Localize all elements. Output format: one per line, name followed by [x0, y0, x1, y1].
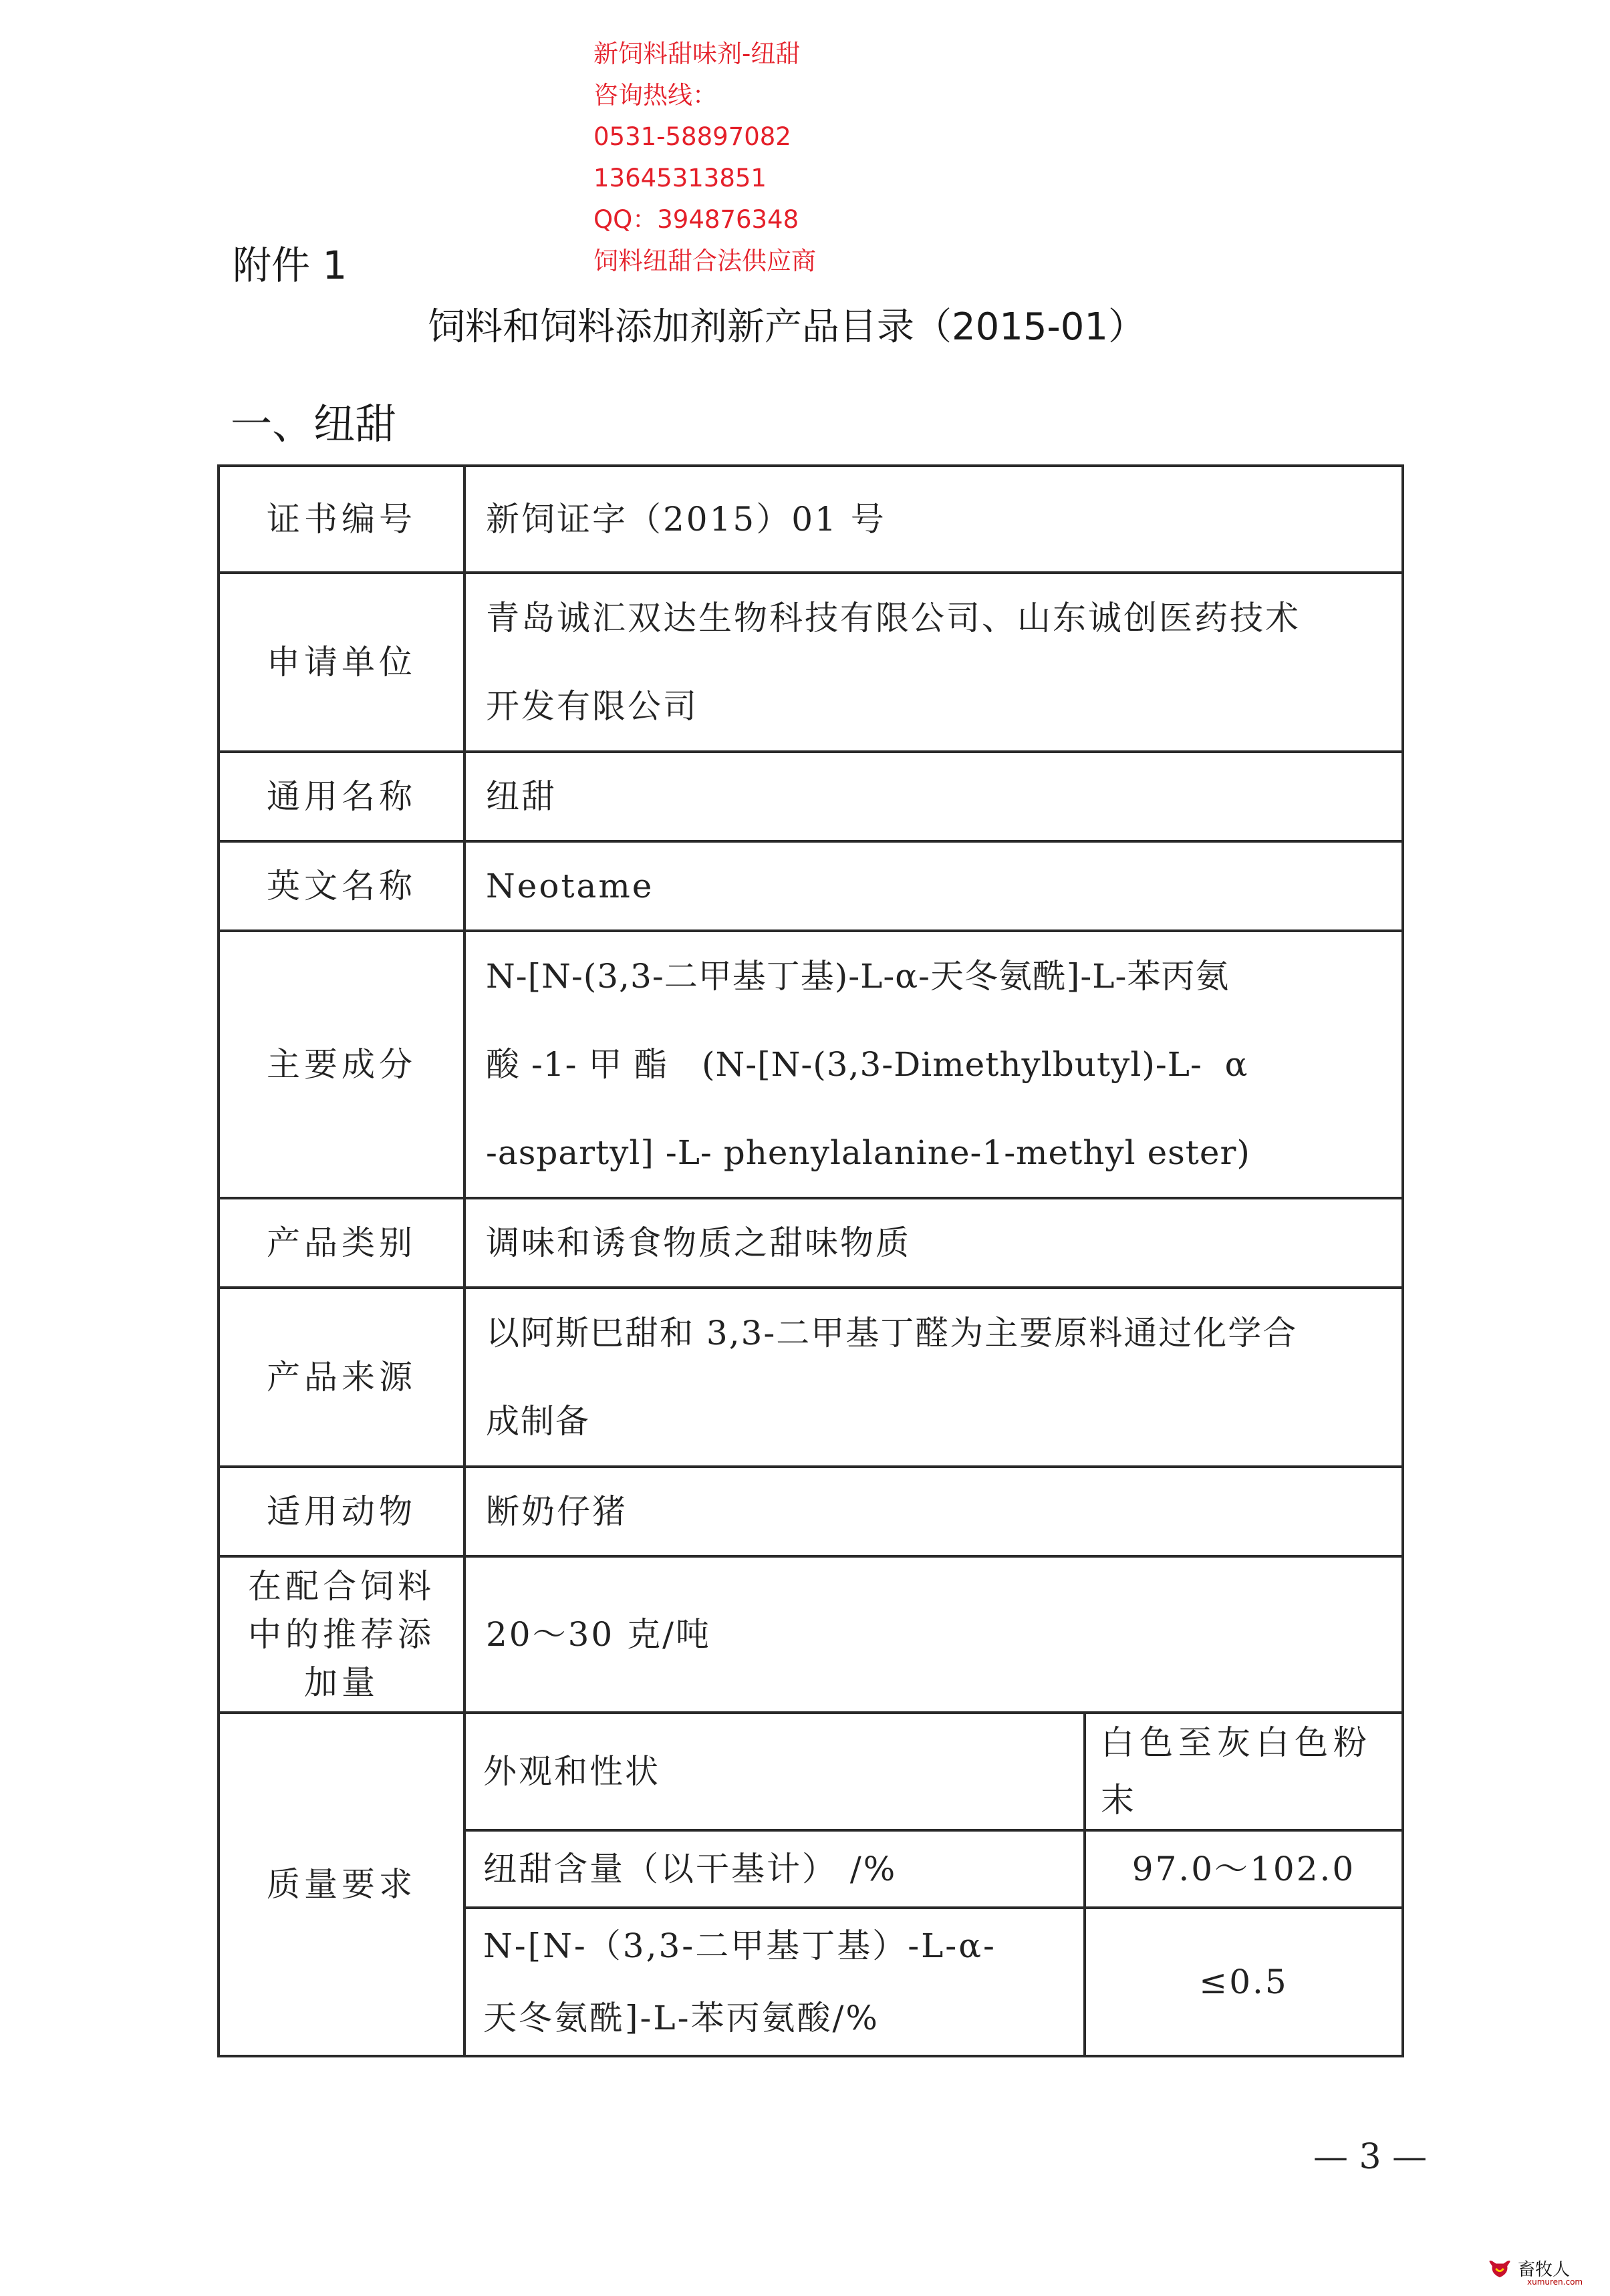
ingredient-value-line: 酸 -1- 甲 酯 (N-[N-(3,3-Dimethylbutyl)-L- α: [486, 1045, 1248, 1084]
contact-watermark: [593, 33, 816, 282]
animal-value: 断奶仔猪: [464, 1467, 1403, 1556]
table-row: [219, 1198, 1403, 1288]
dosage-label: [219, 1556, 464, 1713]
watermark-line: 13645313851: [593, 164, 767, 192]
quality-value-line: 末: [1101, 1781, 1139, 1820]
ingredient-value-line: N-[N-(3,3-二甲基丁基)-L-α-天冬氨酰]-L-苯丙氨: [486, 957, 1230, 996]
logo-text: 畜牧人: [1518, 2260, 1571, 2280]
ingredient-value: [464, 931, 1403, 1198]
table-row: [219, 466, 1403, 573]
attachment-label: 附件 1: [233, 243, 348, 288]
applicant-value-line: 开发有限公司: [486, 687, 698, 726]
product-info-table: [217, 464, 1404, 2057]
quality-item-impurity: [464, 1908, 1085, 2056]
table-row: [219, 752, 1403, 841]
applicant-value-line: 青岛诚汇双达生物科技有限公司、山东诚创医药技术: [486, 599, 1301, 637]
quality-item-appearance: 外观和性状: [464, 1713, 1085, 1830]
watermark-line: QQ：394876348: [593, 205, 799, 234]
cow-head-icon: [1487, 2259, 1512, 2279]
table-row: [219, 1467, 1403, 1556]
animal-label: 适用动物: [219, 1467, 464, 1556]
ingredient-label: 主要成分: [219, 931, 464, 1198]
source-value: [464, 1288, 1403, 1467]
source-label: 产品来源: [219, 1288, 464, 1467]
applicant-label: 申请单位: [219, 573, 464, 752]
category-label: 产品类别: [219, 1198, 464, 1288]
page-number: — 3 —: [1313, 2137, 1428, 2177]
dosage-label-line: 在配合饲料: [248, 1567, 435, 1606]
category-value: 调味和诱食物质之甜味物质: [464, 1198, 1403, 1288]
english-name-value: Neotame: [464, 841, 1403, 931]
table-row: [219, 573, 1403, 752]
source-value-line: 成制备: [486, 1402, 590, 1441]
cert-number-value: 新饲证字（2015）01 号: [464, 466, 1403, 573]
common-name-label: 通用名称: [219, 752, 464, 841]
table-row: [219, 841, 1403, 931]
quality-value-impurity: ≤0.5: [1085, 1908, 1403, 2056]
quality-item-line: N-[N-（3,3-二甲基丁基）-L-α-: [483, 1926, 996, 1965]
watermark-line: 咨询热线：: [593, 81, 717, 110]
table-row: [219, 1288, 1403, 1467]
quality-value-appearance: [1085, 1713, 1403, 1830]
section-heading: 一、纽甜: [231, 400, 397, 448]
site-logo: [1487, 2256, 1583, 2287]
watermark-line: 0531-58897082: [593, 122, 791, 151]
watermark-line: 饲料纽甜合法供应商: [593, 247, 816, 275]
dosage-label-line: 加量: [304, 1663, 379, 1702]
applicant-value: [464, 573, 1403, 752]
page-title: 饲料和饲料添加剂新产品目录（2015-01）: [428, 305, 1146, 349]
cert-number-label: 证书编号: [219, 466, 464, 573]
table-row: [219, 931, 1403, 1198]
quality-item-content: 纽甜含量（以干基计） /%: [464, 1830, 1085, 1908]
quality-item-line: 天冬氨酰]-L-苯丙氨酸/%: [483, 1999, 880, 2037]
quality-value-content: 97.0～102.0: [1085, 1830, 1403, 1908]
logo-small-text: xumuren.com: [1527, 2277, 1583, 2287]
common-name-value: 纽甜: [464, 752, 1403, 841]
table-row: [219, 1556, 1403, 1713]
source-value-line: 以阿斯巴甜和 3,3-二甲基丁醛为主要原料通过化学合: [486, 1314, 1298, 1352]
table-row: [219, 1713, 1403, 1830]
quality-value-line: 白色至灰白色粉: [1101, 1723, 1372, 1762]
watermark-line: 新饲料甜味剂-纽甜: [593, 39, 801, 68]
english-name-label: 英文名称: [219, 841, 464, 931]
dosage-value: 20～30 克/吨: [464, 1556, 1403, 1713]
quality-label: 质量要求: [219, 1713, 464, 2056]
dosage-label-line: 中的推荐添: [248, 1615, 435, 1654]
ingredient-value-line: -aspartyl] -L- phenylalanine-1-methyl ester): [486, 1133, 1250, 1172]
